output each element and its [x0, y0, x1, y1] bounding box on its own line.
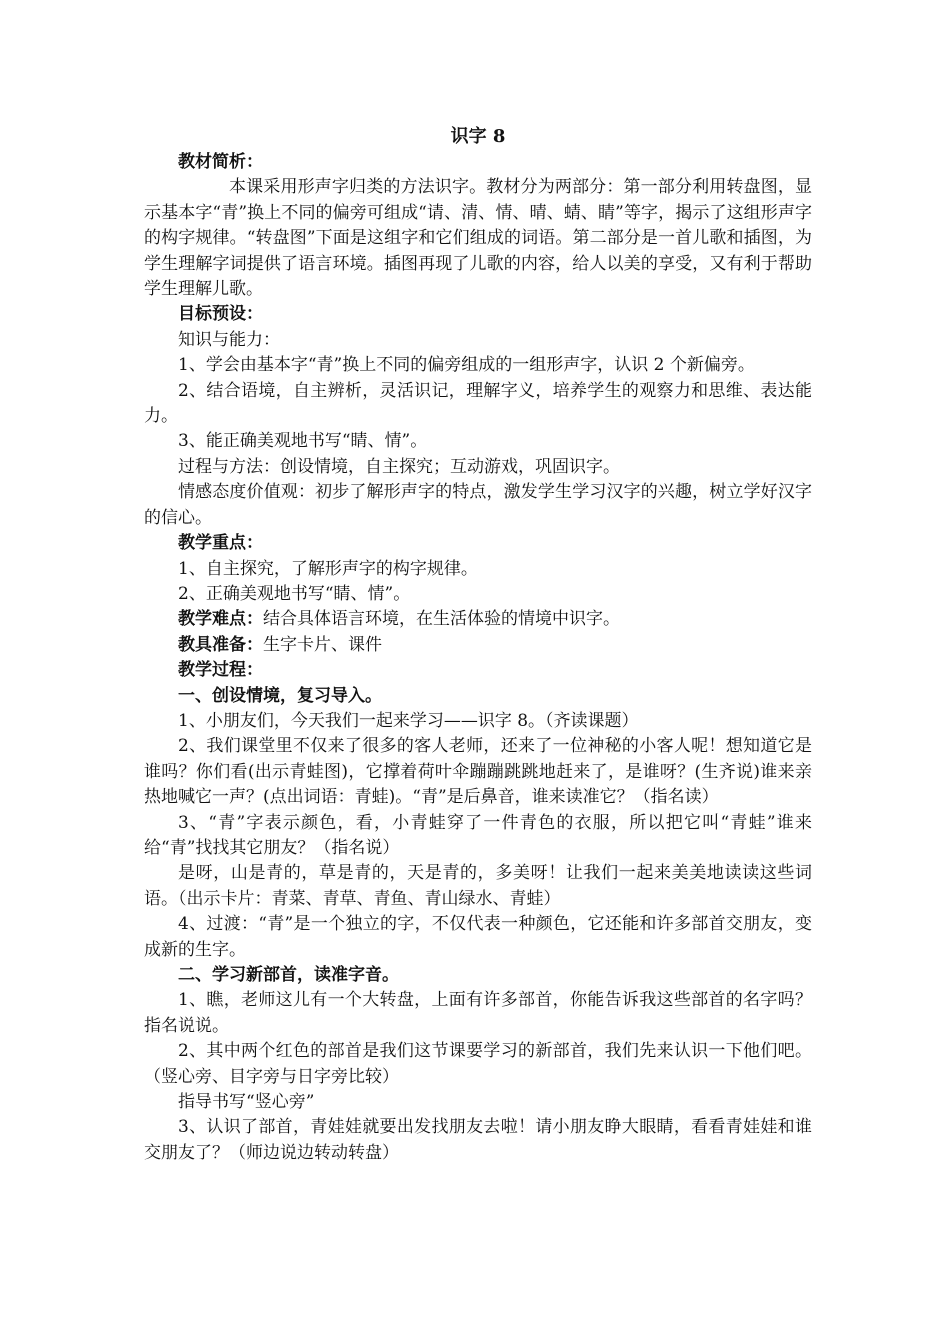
part-two-heading: 二、学习新部首，读准字音。 — [178, 965, 399, 985]
process-paragraph: 1、小朋友们，今天我们一起来学习——识字 8。（齐读课题） — [178, 710, 639, 731]
goal-item: 2、结合语境，自主辨析，灵活识记，理解字义，培养学生的观察力和思维、表达能力。 — [144, 380, 812, 427]
part-one-heading: 一、创设情境，复习导入。 — [178, 685, 382, 706]
difficulty-text: 结合具体语言环境，在生活体验的情境中识字。 — [263, 609, 620, 630]
goal-item: 3、能正确美观地书写“睛、情”。 — [178, 431, 428, 452]
prep-text: 生字卡片、课件 — [263, 634, 382, 655]
difficulty-label: 教学难点： — [178, 609, 263, 630]
prep-label: 教具准备： — [178, 634, 263, 655]
process-paragraph: 是呀，山是青的，草是青的，天是青的，多美呀！让我们一起来美美地读读这些词语。（出示卡片：青菜、青草、青鱼、青山绿水、青蛙） — [144, 863, 812, 909]
key-point-item: 1、自主探究，了解形声字的构字规律。 — [178, 558, 478, 579]
attitude-text: 情感态度价值观：初步了解形声字的特点，激发学生学习汉字的兴趣，树立学好汉字的信心。 — [144, 482, 812, 528]
process-paragraph: 4、过渡：“青”是一个独立的字，不仅代表一种颜色，它还能和许多部首交朋友，变成新的生字。 — [144, 914, 812, 960]
method-text: 过程与方法：创设情境，自主探究；互动游戏，巩固识字。 — [178, 456, 620, 477]
process-heading: 教学过程： — [178, 660, 263, 681]
process-paragraph: 3、认识了部首，青娃娃就要出发找朋友去啦！请小朋友睁大眼睛，看看青娃娃和谁交朋友了？（师边说边转动转盘） — [144, 1117, 812, 1163]
key-points-heading: 教学重点： — [178, 533, 263, 554]
analysis-body: 本课采用形声字归类的方法识字。教材分为两部分：第一部分利用转盘图，显示基本字“青”换上不同的偏旁可组成“请、清、情、晴、蜻、睛”等字，揭示了这组形声字的构字规律。“转盘图”下面是这组字和它们组成的词语。第二部分是一首儿歌和插图，为学生理解字词提供了语言环境。插图再现了儿歌的内容，给人以美的享受，又有利于帮助学生理解儿歌。 — [144, 177, 812, 300]
process-paragraph: 1、瞧，老师这儿有一个大转盘，上面有许多部首，你能告诉我这些部首的名字吗？指名说说。 — [144, 990, 812, 1036]
goals-subheading: 知识与能力： — [178, 329, 280, 350]
document-page — [144, 124, 812, 1166]
process-paragraph: 2、其中两个红色的部首是我们这节课要学习的新部首，我们先来认识一下他们吧。（竖心旁、目字旁与日字旁比较） — [144, 1041, 812, 1087]
goal-item: 1、学会由基本字“青”换上不同的偏旁组成的一组形声字，认识 2 个新偏旁。 — [178, 355, 755, 376]
analysis-heading: 教材简析： — [178, 152, 263, 172]
goals-heading: 目标预设： — [178, 304, 263, 325]
key-point-item: 2、正确美观地书写“睛、情”。 — [178, 583, 411, 604]
process-paragraph: 3、“青”字表示颜色，看，小青蛙穿了一件青色的衣服，所以把它叫“青蛙”谁来给“青”找找其它朋友？（指名说） — [144, 812, 812, 858]
page-title: 识字 8 — [450, 126, 506, 147]
process-paragraph: 2、我们课堂里不仅来了很多的客人老师，还来了一位神秘的小客人呢！想知道它是谁吗？你们看(出示青蛙图)，它撑着荷叶伞蹦蹦跳跳地赶来了，是谁呀？(生齐说)谁来亲热地喊它一声？(点出词语：青蛙)。“青”是后鼻音，谁来读准它？（指名读） — [144, 736, 812, 808]
prep-line — [144, 633, 812, 658]
process-paragraph: 指导书写“竖心旁” — [178, 1092, 315, 1113]
difficulty-line — [144, 607, 812, 632]
